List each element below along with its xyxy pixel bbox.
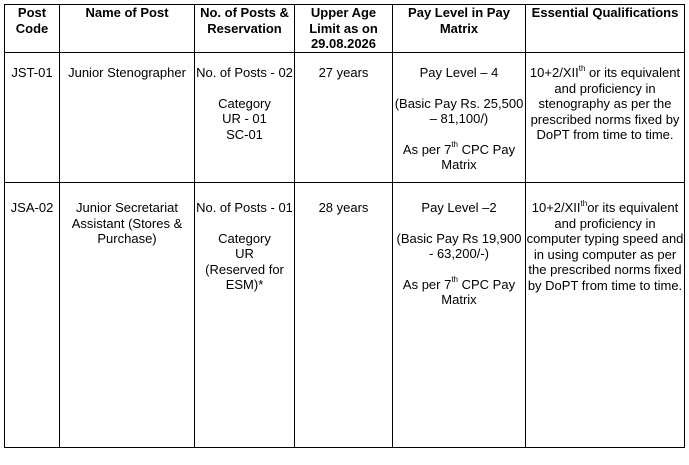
post-code-text: JST-01 (11, 65, 53, 80)
post-name-text: Junior Stenographer (68, 65, 186, 80)
cell-name-of-post (60, 53, 195, 183)
header-upper-age: Upper Age Limit as on 29.08.2026 (295, 5, 393, 53)
cell-no-of-posts (195, 183, 295, 448)
header-post-code: Post Code (5, 5, 60, 53)
cell-name-of-post (60, 183, 195, 448)
cell-pay-level (393, 53, 526, 183)
header-name-of-post: Name of Post (60, 5, 195, 53)
posts-category-label: Category (218, 95, 271, 111)
cell-no-of-posts (195, 53, 295, 183)
pay-level-text: Pay Level –2 (421, 200, 497, 215)
posts-category-label: Category (218, 230, 271, 246)
cell-pay-level (393, 183, 526, 448)
posts-count-text: No. of Posts - 02 (196, 65, 293, 80)
age-limit-text: 27 years (318, 65, 369, 80)
cell-post-code (5, 183, 60, 448)
cell-post-code (5, 53, 60, 183)
cell-age-limit (295, 53, 393, 183)
header-no-of-posts: No. of Posts & Reservation (195, 5, 295, 53)
basic-pay-text: (Basic Pay Rs 19,900 - 63,200/-) (396, 230, 522, 261)
post-name-text: Junior Secretariat Assistant (Stores & Purchase) (71, 200, 183, 246)
posts-reservation-1: UR (235, 246, 254, 261)
posts-count-text: No. of Posts - 01 (196, 200, 293, 215)
table-row (5, 183, 685, 448)
posts-reservation-2: SC-01 (226, 126, 263, 142)
pay-level-text: Pay Level – 4 (419, 65, 499, 80)
header-qualifications: Essential Qualifications (526, 5, 685, 53)
table-header-row (5, 5, 685, 53)
basic-pay-text: (Basic Pay Rs. 25,500 – 81,100/) (394, 95, 524, 126)
cpc-text: As per 7th CPC Pay Matrix (402, 140, 516, 172)
recruitment-posts-table (4, 4, 685, 448)
age-limit-text: 28 years (318, 200, 369, 215)
cell-age-limit (295, 183, 393, 448)
post-code-text: JSA-02 (10, 200, 54, 215)
table-row (5, 53, 685, 183)
qualification-text: 10+2/XIIthor its equivalent and proficiency in computer typing speed and in using computer as per the prescribed norms fixed by DoPT from time to time. (526, 198, 684, 293)
cell-qualifications (526, 53, 685, 183)
posts-reservation-2: (Reserved for ESM)* (205, 261, 284, 292)
header-pay-level: Pay Level in Pay Matrix (393, 5, 526, 53)
cell-qualifications (526, 183, 685, 448)
cpc-text: As per 7th CPC Pay Matrix (402, 275, 516, 307)
posts-reservation-1: UR - 01 (222, 111, 267, 126)
qualification-text: 10+2/XIIth or its equivalent and proficiency in stenography as per the prescribed norms fixed by DoPT from time to time. (529, 63, 681, 142)
